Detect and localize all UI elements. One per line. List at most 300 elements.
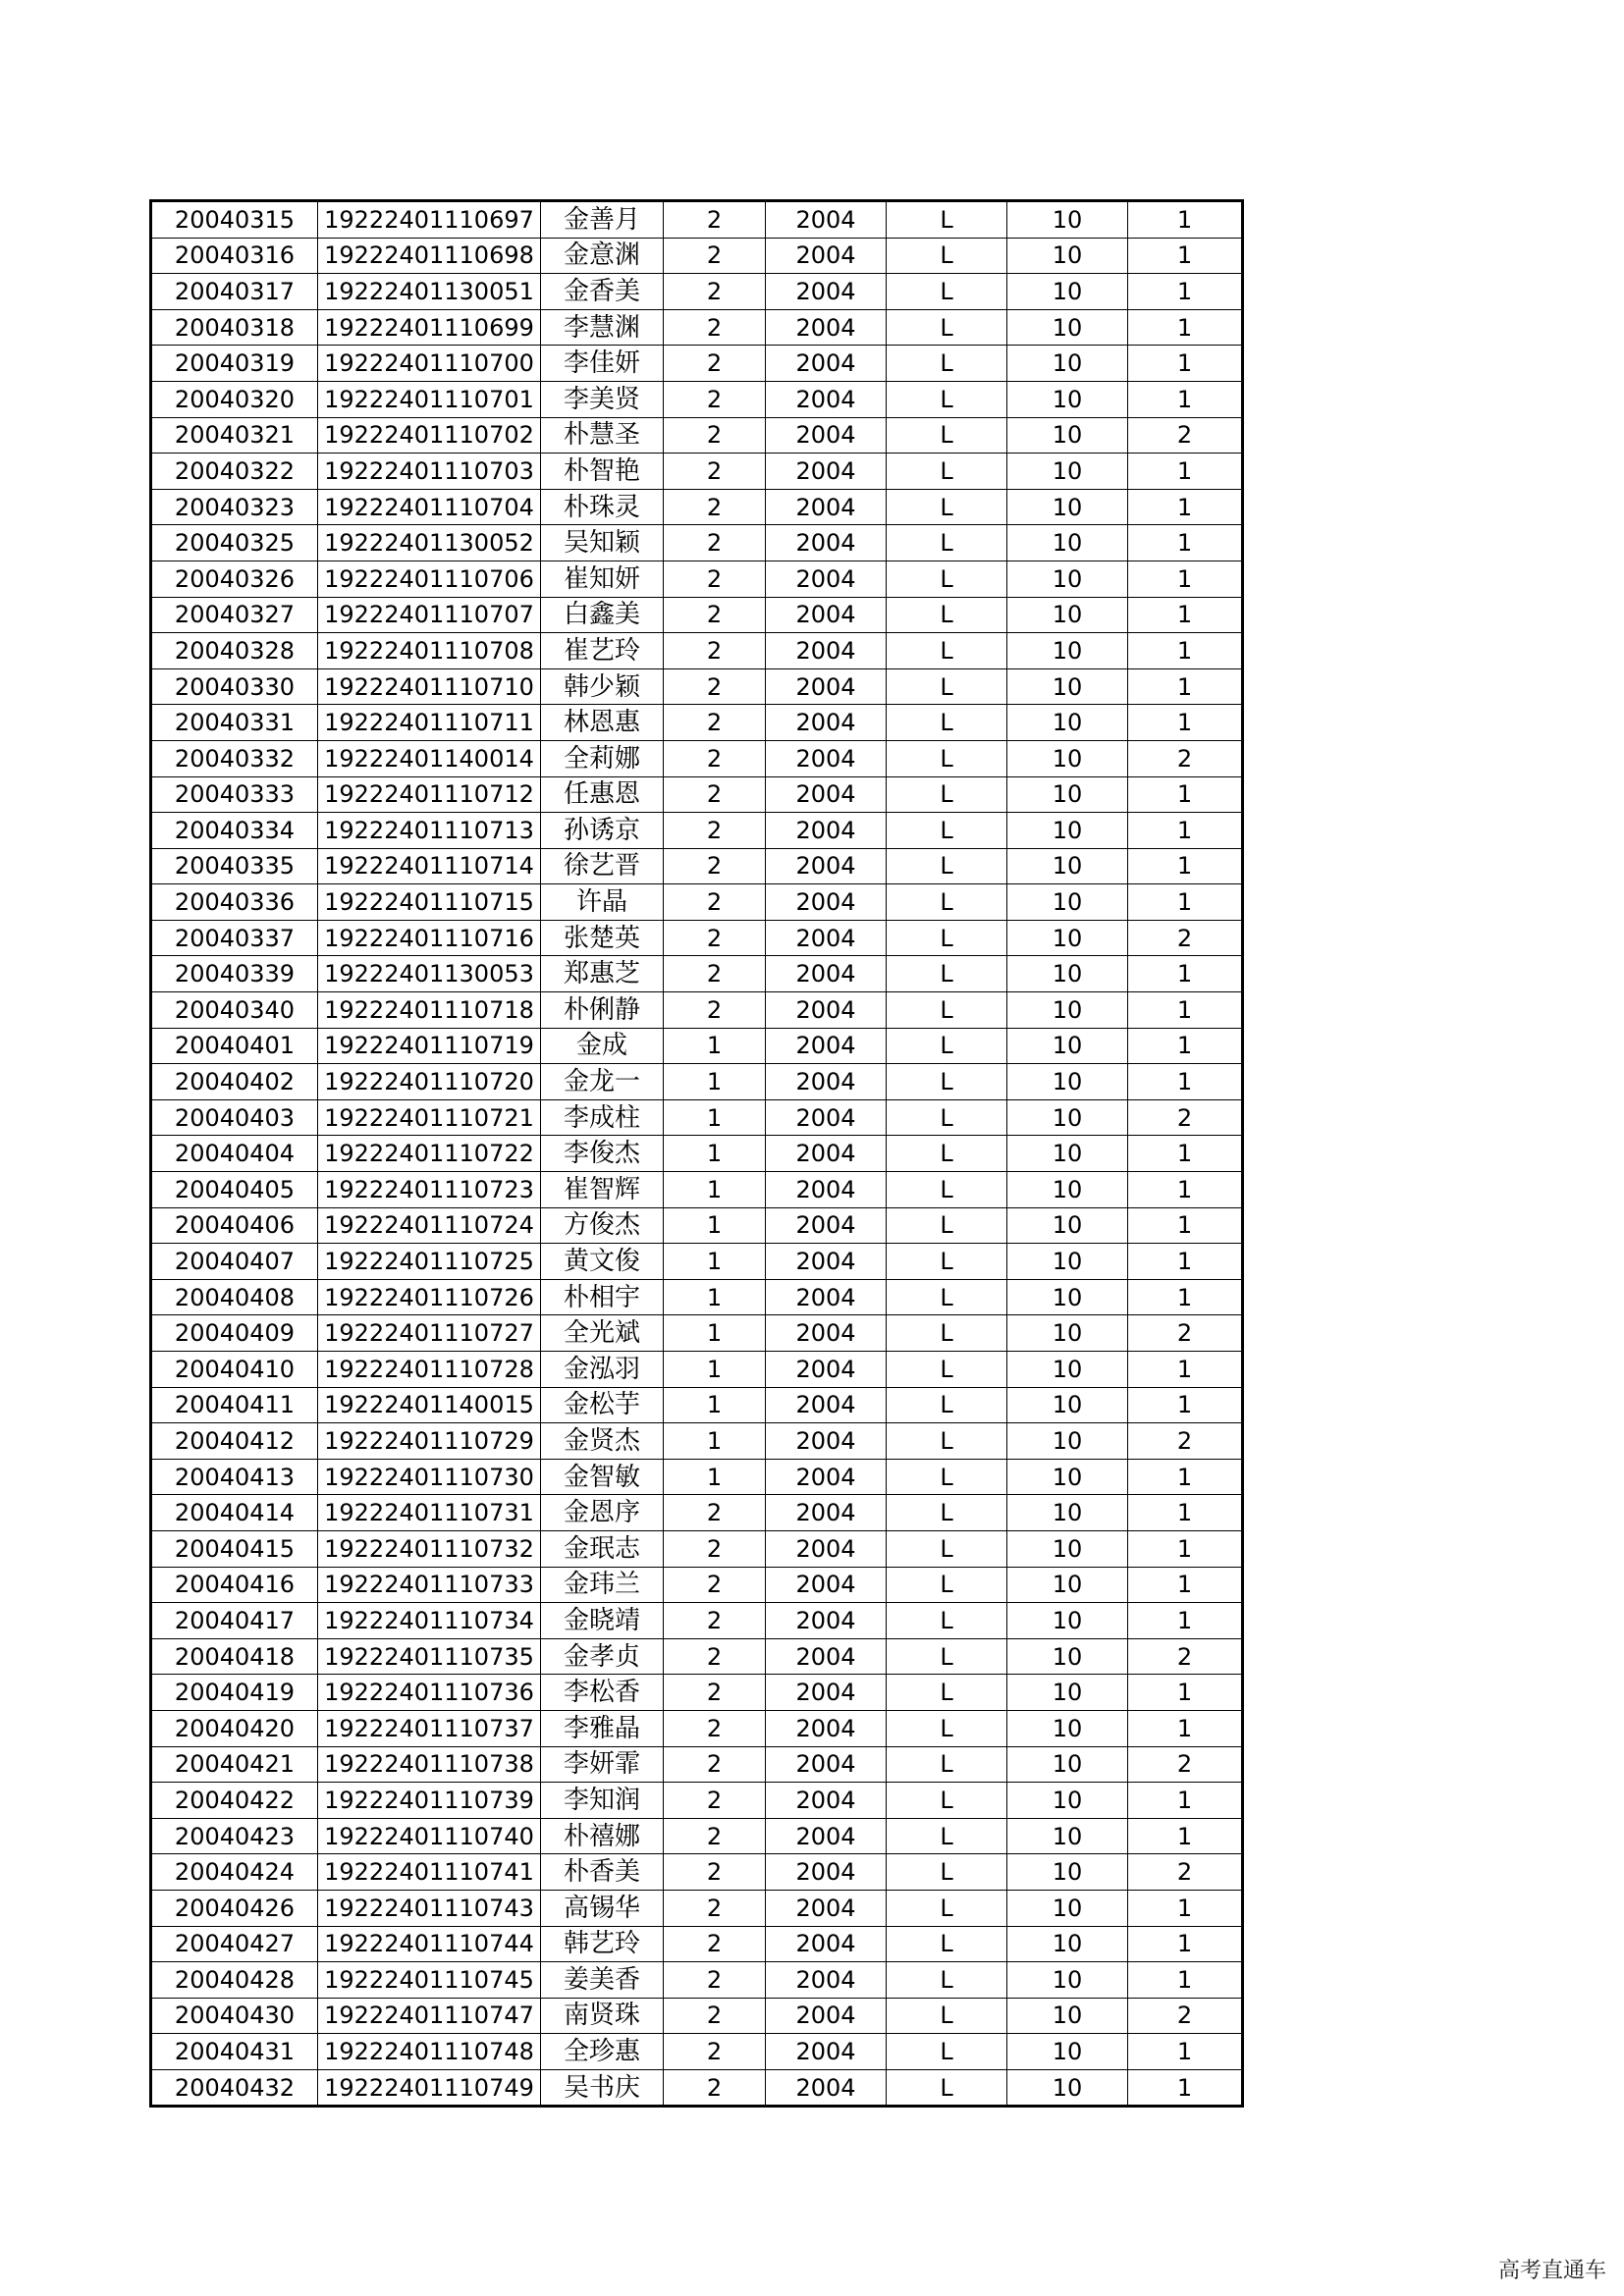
table-row — [151, 2034, 1243, 2070]
cell-level: 1 — [1128, 1387, 1243, 1423]
table-row — [151, 776, 1243, 813]
cell-category: L — [887, 417, 1007, 454]
table-row — [151, 992, 1243, 1029]
cell-year: 2004 — [766, 1387, 887, 1423]
cell-category: L — [887, 920, 1007, 956]
cell-gender-code: 1 — [664, 1099, 766, 1136]
cell-year: 2004 — [766, 1926, 887, 1962]
cell-candidate-no: 19222401110740 — [318, 1818, 541, 1854]
table-row — [151, 561, 1243, 597]
cell-year: 2004 — [766, 848, 887, 884]
cell-score: 10 — [1007, 1603, 1128, 1639]
cell-score: 10 — [1007, 381, 1128, 417]
cell-year: 2004 — [766, 1244, 887, 1280]
cell-exam-no: 20040319 — [151, 346, 318, 382]
cell-score: 10 — [1007, 1387, 1128, 1423]
cell-level: 1 — [1128, 561, 1243, 597]
cell-candidate-no: 19222401110733 — [318, 1567, 541, 1603]
table-row — [151, 1315, 1243, 1352]
cell-score: 10 — [1007, 1818, 1128, 1854]
cell-gender-code: 1 — [664, 1172, 766, 1208]
table-row — [151, 1387, 1243, 1423]
cell-category: L — [887, 1244, 1007, 1280]
cell-category: L — [887, 1136, 1007, 1172]
cell-level: 1 — [1128, 2069, 1243, 2107]
cell-exam-no: 20040432 — [151, 2069, 318, 2107]
cell-candidate-no: 19222401110743 — [318, 1890, 541, 1926]
table-row — [151, 884, 1243, 921]
cell-candidate-no: 19222401110744 — [318, 1926, 541, 1962]
table-row — [151, 1136, 1243, 1172]
cell-name: 朴慧圣 — [541, 417, 664, 454]
cell-gender-code: 1 — [664, 1279, 766, 1315]
cell-gender-code: 1 — [664, 1387, 766, 1423]
cell-score: 10 — [1007, 740, 1128, 776]
cell-candidate-no: 19222401130052 — [318, 525, 541, 561]
cell-name: 朴香美 — [541, 1854, 664, 1891]
cell-candidate-no: 19222401110732 — [318, 1530, 541, 1567]
cell-exam-no: 20040419 — [151, 1675, 318, 1711]
cell-exam-no: 20040431 — [151, 2034, 318, 2070]
cell-level: 1 — [1128, 381, 1243, 417]
cell-exam-no: 20040423 — [151, 1818, 318, 1854]
cell-category: L — [887, 2034, 1007, 2070]
cell-year: 2004 — [766, 201, 887, 239]
table-row — [151, 1926, 1243, 1962]
cell-candidate-no: 19222401110730 — [318, 1459, 541, 1495]
cell-name: 金善月 — [541, 201, 664, 239]
cell-score: 10 — [1007, 561, 1128, 597]
cell-gender-code: 2 — [664, 740, 766, 776]
cell-name: 金松芋 — [541, 1387, 664, 1423]
cell-score: 10 — [1007, 1459, 1128, 1495]
cell-candidate-no: 19222401140015 — [318, 1387, 541, 1423]
table-row — [151, 238, 1243, 274]
cell-candidate-no: 19222401110697 — [318, 201, 541, 239]
cell-exam-no: 20040416 — [151, 1567, 318, 1603]
cell-candidate-no: 19222401110706 — [318, 561, 541, 597]
cell-name: 孙诱京 — [541, 813, 664, 849]
cell-category: L — [887, 238, 1007, 274]
cell-level: 1 — [1128, 1459, 1243, 1495]
cell-year: 2004 — [766, 992, 887, 1029]
cell-year: 2004 — [766, 1207, 887, 1244]
cell-exam-no: 20040415 — [151, 1530, 318, 1567]
cell-exam-no: 20040326 — [151, 561, 318, 597]
cell-category: L — [887, 633, 1007, 669]
table-row — [151, 1567, 1243, 1603]
cell-year: 2004 — [766, 1423, 887, 1460]
table-row — [151, 1028, 1243, 1064]
cell-gender-code: 2 — [664, 1783, 766, 1819]
cell-name: 金智敏 — [541, 1459, 664, 1495]
cell-year: 2004 — [766, 1998, 887, 2034]
cell-exam-no: 20040405 — [151, 1172, 318, 1208]
cell-name: 白鑫美 — [541, 597, 664, 633]
cell-gender-code: 2 — [664, 1890, 766, 1926]
cell-exam-no: 20040414 — [151, 1495, 318, 1531]
cell-year: 2004 — [766, 1064, 887, 1100]
cell-score: 10 — [1007, 813, 1128, 849]
cell-year: 2004 — [766, 1675, 887, 1711]
cell-gender-code: 1 — [664, 1244, 766, 1280]
table-row — [151, 1603, 1243, 1639]
cell-exam-no: 20040334 — [151, 813, 318, 849]
cell-candidate-no: 19222401110749 — [318, 2069, 541, 2107]
cell-name: 朴智艳 — [541, 454, 664, 490]
cell-name: 黄文俊 — [541, 1244, 664, 1280]
cell-level: 2 — [1128, 417, 1243, 454]
cell-exam-no: 20040327 — [151, 597, 318, 633]
cell-year: 2004 — [766, 1136, 887, 1172]
cell-candidate-no: 19222401110738 — [318, 1746, 541, 1783]
cell-score: 10 — [1007, 489, 1128, 525]
cell-name: 朴禧娜 — [541, 1818, 664, 1854]
cell-name: 金玮兰 — [541, 1567, 664, 1603]
table-row — [151, 1064, 1243, 1100]
cell-candidate-no: 19222401110719 — [318, 1028, 541, 1064]
cell-candidate-no: 19222401110713 — [318, 813, 541, 849]
cell-exam-no: 20040417 — [151, 1603, 318, 1639]
cell-gender-code: 2 — [664, 561, 766, 597]
cell-score: 10 — [1007, 2069, 1128, 2107]
cell-category: L — [887, 525, 1007, 561]
cell-candidate-no: 19222401140014 — [318, 740, 541, 776]
cell-name: 南贤珠 — [541, 1998, 664, 2034]
cell-name: 李成柱 — [541, 1099, 664, 1136]
cell-exam-no: 20040409 — [151, 1315, 318, 1352]
cell-candidate-no: 19222401130051 — [318, 274, 541, 310]
cell-year: 2004 — [766, 1530, 887, 1567]
cell-exam-no: 20040410 — [151, 1352, 318, 1388]
cell-level: 2 — [1128, 1423, 1243, 1460]
cell-score: 10 — [1007, 1854, 1128, 1891]
cell-gender-code: 2 — [664, 1530, 766, 1567]
cell-candidate-no: 19222401110731 — [318, 1495, 541, 1531]
cell-exam-no: 20040426 — [151, 1890, 318, 1926]
cell-category: L — [887, 1818, 1007, 1854]
cell-category: L — [887, 1854, 1007, 1891]
cell-category: L — [887, 668, 1007, 705]
cell-category: L — [887, 597, 1007, 633]
cell-candidate-no: 19222401110723 — [318, 1172, 541, 1208]
cell-name: 金贤杰 — [541, 1423, 664, 1460]
cell-category: L — [887, 884, 1007, 921]
cell-score: 10 — [1007, 776, 1128, 813]
cell-gender-code: 1 — [664, 1064, 766, 1100]
cell-candidate-no: 19222401110747 — [318, 1998, 541, 2034]
cell-gender-code: 1 — [664, 1136, 766, 1172]
cell-score: 10 — [1007, 1172, 1128, 1208]
table-row — [151, 454, 1243, 490]
table-row — [151, 920, 1243, 956]
cell-year: 2004 — [766, 417, 887, 454]
cell-gender-code: 2 — [664, 920, 766, 956]
cell-name: 任惠恩 — [541, 776, 664, 813]
cell-category: L — [887, 1638, 1007, 1675]
cell-category: L — [887, 1962, 1007, 1999]
cell-category: L — [887, 1172, 1007, 1208]
table-row — [151, 1207, 1243, 1244]
cell-level: 1 — [1128, 1567, 1243, 1603]
cell-exam-no: 20040408 — [151, 1279, 318, 1315]
cell-score: 10 — [1007, 274, 1128, 310]
cell-exam-no: 20040315 — [151, 201, 318, 239]
cell-name: 韩少颖 — [541, 668, 664, 705]
cell-exam-no: 20040420 — [151, 1710, 318, 1746]
cell-year: 2004 — [766, 740, 887, 776]
cell-gender-code: 2 — [664, 454, 766, 490]
cell-level: 1 — [1128, 1675, 1243, 1711]
cell-category: L — [887, 346, 1007, 382]
cell-name: 崔艺玲 — [541, 633, 664, 669]
table-row — [151, 1998, 1243, 2034]
cell-name: 金龙一 — [541, 1064, 664, 1100]
cell-name: 李妍霏 — [541, 1746, 664, 1783]
table-row — [151, 1530, 1243, 1567]
cell-score: 10 — [1007, 1495, 1128, 1531]
table-row — [151, 309, 1243, 346]
cell-score: 10 — [1007, 1028, 1128, 1064]
cell-year: 2004 — [766, 2069, 887, 2107]
cell-gender-code: 2 — [664, 884, 766, 921]
cell-score: 10 — [1007, 1352, 1128, 1388]
cell-name: 高锡华 — [541, 1890, 664, 1926]
cell-candidate-no: 19222401110722 — [318, 1136, 541, 1172]
cell-category: L — [887, 813, 1007, 849]
cell-name: 朴俐静 — [541, 992, 664, 1029]
cell-gender-code: 2 — [664, 813, 766, 849]
cell-year: 2004 — [766, 1962, 887, 1999]
table-row — [151, 813, 1243, 849]
cell-level: 1 — [1128, 705, 1243, 741]
cell-name: 金晓靖 — [541, 1603, 664, 1639]
table-row — [151, 1675, 1243, 1711]
cell-name: 许晶 — [541, 884, 664, 921]
table-row — [151, 1172, 1243, 1208]
cell-level: 1 — [1128, 813, 1243, 849]
cell-exam-no: 20040406 — [151, 1207, 318, 1244]
cell-candidate-no: 19222401110711 — [318, 705, 541, 741]
table-row — [151, 740, 1243, 776]
cell-category: L — [887, 776, 1007, 813]
cell-exam-no: 20040418 — [151, 1638, 318, 1675]
cell-candidate-no: 19222401110748 — [318, 2034, 541, 2070]
cell-year: 2004 — [766, 1495, 887, 1531]
cell-candidate-no: 19222401110707 — [318, 597, 541, 633]
table-row — [151, 597, 1243, 633]
cell-level: 1 — [1128, 309, 1243, 346]
table-row — [151, 1244, 1243, 1280]
cell-candidate-no: 19222401110721 — [318, 1099, 541, 1136]
cell-candidate-no: 19222401110726 — [318, 1279, 541, 1315]
cell-score: 10 — [1007, 992, 1128, 1029]
table-row — [151, 1459, 1243, 1495]
cell-category: L — [887, 381, 1007, 417]
cell-score: 10 — [1007, 1064, 1128, 1100]
cell-year: 2004 — [766, 381, 887, 417]
cell-level: 1 — [1128, 992, 1243, 1029]
cell-name: 金恩序 — [541, 1495, 664, 1531]
cell-gender-code: 2 — [664, 274, 766, 310]
cell-gender-code: 2 — [664, 1638, 766, 1675]
cell-year: 2004 — [766, 525, 887, 561]
cell-score: 10 — [1007, 597, 1128, 633]
cell-name: 金泓羽 — [541, 1352, 664, 1388]
cell-year: 2004 — [766, 2034, 887, 2070]
cell-candidate-no: 19222401110745 — [318, 1962, 541, 1999]
cell-candidate-no: 19222401110737 — [318, 1710, 541, 1746]
cell-year: 2004 — [766, 920, 887, 956]
cell-year: 2004 — [766, 346, 887, 382]
cell-gender-code: 2 — [664, 992, 766, 1029]
cell-category: L — [887, 1423, 1007, 1460]
cell-level: 1 — [1128, 1962, 1243, 1999]
cell-candidate-no: 19222401110704 — [318, 489, 541, 525]
table-row — [151, 201, 1243, 239]
cell-score: 10 — [1007, 309, 1128, 346]
cell-category: L — [887, 1998, 1007, 2034]
cell-score: 10 — [1007, 956, 1128, 992]
cell-gender-code: 2 — [664, 381, 766, 417]
cell-name: 林恩惠 — [541, 705, 664, 741]
cell-gender-code: 2 — [664, 705, 766, 741]
cell-candidate-no: 19222401110714 — [318, 848, 541, 884]
score-table — [149, 199, 1244, 2108]
cell-candidate-no: 19222401110720 — [318, 1064, 541, 1100]
cell-score: 10 — [1007, 238, 1128, 274]
table-row — [151, 633, 1243, 669]
cell-level: 1 — [1128, 1136, 1243, 1172]
table-row — [151, 525, 1243, 561]
cell-gender-code: 1 — [664, 1423, 766, 1460]
table-row — [151, 489, 1243, 525]
cell-name: 吴书庆 — [541, 2069, 664, 2107]
cell-score: 10 — [1007, 1998, 1128, 2034]
cell-level: 1 — [1128, 489, 1243, 525]
cell-level: 2 — [1128, 740, 1243, 776]
cell-exam-no: 20040428 — [151, 1962, 318, 1999]
cell-name: 李美贤 — [541, 381, 664, 417]
cell-gender-code: 2 — [664, 1567, 766, 1603]
cell-year: 2004 — [766, 1746, 887, 1783]
cell-gender-code: 2 — [664, 2069, 766, 2107]
cell-year: 2004 — [766, 1099, 887, 1136]
cell-year: 2004 — [766, 274, 887, 310]
cell-score: 10 — [1007, 1530, 1128, 1567]
cell-gender-code: 2 — [664, 1998, 766, 2034]
cell-year: 2004 — [766, 1638, 887, 1675]
cell-year: 2004 — [766, 1352, 887, 1388]
cell-gender-code: 2 — [664, 956, 766, 992]
cell-exam-no: 20040411 — [151, 1387, 318, 1423]
cell-name: 韩艺玲 — [541, 1926, 664, 1962]
cell-year: 2004 — [766, 813, 887, 849]
cell-candidate-no: 19222401110725 — [318, 1244, 541, 1280]
table-row — [151, 956, 1243, 992]
cell-category: L — [887, 1207, 1007, 1244]
table-row — [151, 1279, 1243, 1315]
cell-category: L — [887, 1746, 1007, 1783]
cell-level: 1 — [1128, 1064, 1243, 1100]
cell-year: 2004 — [766, 633, 887, 669]
cell-score: 10 — [1007, 705, 1128, 741]
cell-score: 10 — [1007, 417, 1128, 454]
cell-gender-code: 1 — [664, 1207, 766, 1244]
cell-category: L — [887, 1064, 1007, 1100]
cell-gender-code: 1 — [664, 1352, 766, 1388]
cell-candidate-no: 19222401110724 — [318, 1207, 541, 1244]
cell-score: 10 — [1007, 1890, 1128, 1926]
cell-name: 吴知颖 — [541, 525, 664, 561]
cell-gender-code: 2 — [664, 1746, 766, 1783]
cell-year: 2004 — [766, 956, 887, 992]
cell-level: 1 — [1128, 1352, 1243, 1388]
cell-exam-no: 20040323 — [151, 489, 318, 525]
cell-gender-code: 2 — [664, 2034, 766, 2070]
cell-year: 2004 — [766, 1818, 887, 1854]
cell-year: 2004 — [766, 309, 887, 346]
cell-category: L — [887, 1459, 1007, 1495]
cell-score: 10 — [1007, 920, 1128, 956]
cell-exam-no: 20040316 — [151, 238, 318, 274]
cell-score: 10 — [1007, 346, 1128, 382]
cell-category: L — [887, 705, 1007, 741]
cell-level: 1 — [1128, 668, 1243, 705]
cell-category: L — [887, 1315, 1007, 1352]
cell-category: L — [887, 1495, 1007, 1531]
cell-category: L — [887, 848, 1007, 884]
cell-candidate-no: 19222401110702 — [318, 417, 541, 454]
cell-level: 1 — [1128, 1783, 1243, 1819]
cell-name: 全珍惠 — [541, 2034, 664, 2070]
cell-exam-no: 20040427 — [151, 1926, 318, 1962]
cell-level: 1 — [1128, 1495, 1243, 1531]
cell-level: 1 — [1128, 201, 1243, 239]
cell-name: 全光斌 — [541, 1315, 664, 1352]
cell-exam-no: 20040322 — [151, 454, 318, 490]
cell-year: 2004 — [766, 489, 887, 525]
cell-category: L — [887, 2069, 1007, 2107]
cell-year: 2004 — [766, 1567, 887, 1603]
cell-exam-no: 20040413 — [151, 1459, 318, 1495]
cell-name: 李慧渊 — [541, 309, 664, 346]
cell-level: 1 — [1128, 2034, 1243, 2070]
cell-score: 10 — [1007, 201, 1128, 239]
cell-score: 10 — [1007, 1315, 1128, 1352]
cell-exam-no: 20040328 — [151, 633, 318, 669]
cell-gender-code: 2 — [664, 201, 766, 239]
cell-gender-code: 2 — [664, 597, 766, 633]
cell-name: 方俊杰 — [541, 1207, 664, 1244]
cell-score: 10 — [1007, 1926, 1128, 1962]
cell-candidate-no: 19222401110708 — [318, 633, 541, 669]
cell-gender-code: 2 — [664, 346, 766, 382]
cell-category: L — [887, 1387, 1007, 1423]
cell-year: 2004 — [766, 705, 887, 741]
cell-candidate-no: 19222401110739 — [318, 1783, 541, 1819]
cell-score: 10 — [1007, 1567, 1128, 1603]
cell-level: 1 — [1128, 597, 1243, 633]
cell-name: 李佳妍 — [541, 346, 664, 382]
cell-level: 1 — [1128, 1818, 1243, 1854]
cell-exam-no: 20040339 — [151, 956, 318, 992]
cell-year: 2004 — [766, 668, 887, 705]
table-row — [151, 1818, 1243, 1854]
cell-candidate-no: 19222401110728 — [318, 1352, 541, 1388]
cell-gender-code: 2 — [664, 309, 766, 346]
cell-gender-code: 2 — [664, 668, 766, 705]
